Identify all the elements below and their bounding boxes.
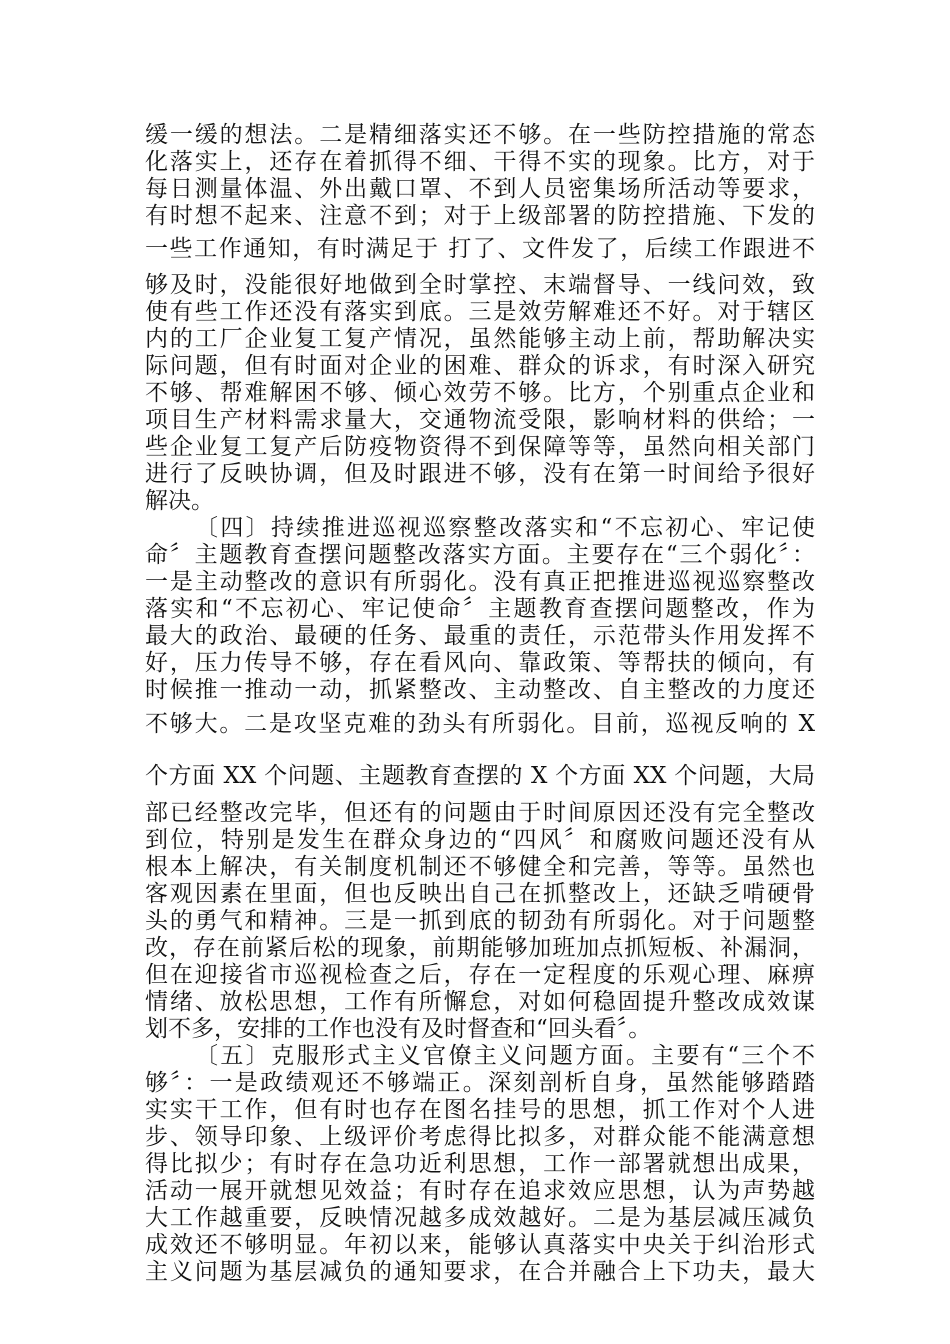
text-line: 些企业复工复产后防疫物资得不到保障等等，虽然向相关部门 [145, 434, 815, 460]
text-line: 但在迎接省市巡视检查之后，存在一定程度的乐观心理、麻痹 [145, 962, 815, 988]
text-line: 一些工作通知，有时满足于 打了、文件发了，后续工作跟进不 [145, 236, 815, 262]
text-line: 际问题，但有时面对企业的困难、群众的诉求，有时深入研究 [145, 353, 815, 379]
text-line: 有时想不起来、注意不到；对于上级部署的防控措施、下发的 [145, 203, 815, 229]
text-line: 项目生产材料需求量大，交通物流受限，影响材料的供给；一 [145, 407, 815, 433]
paragraph-heading-4: 〔四〕持续推进巡视巡察整改落实和“不忘初心、牢记使 [195, 515, 815, 541]
text-line: 情绪、放松思想，工作有所懈怠，对如何稳固提升整改成效谋 [145, 989, 815, 1015]
text-line: 落实和“不忘初心、牢记使命〞主题教育查摆问题整改，作为 [145, 596, 815, 622]
text-line: 部已经整改完毕，但还有的问题由于时间原因还没有完全整改 [145, 800, 815, 826]
text-line: 根本上解决，有关制度机制还不够健全和完善，等等。虽然也 [145, 854, 815, 880]
text-line: 头的勇气和精神。三是一抓到底的韧劲有所弱化。对于问题整 [145, 908, 815, 934]
text-line: 个方面 XX 个问题、主题教育查摆的 X 个方面 XX 个问题，大局 [145, 763, 815, 789]
text-line: 命〞主题教育查摆问题整改落实方面。主要存在“三个弱化〞： [145, 542, 815, 568]
text-line: 不够大。二是攻坚克难的劲头有所弱化。目前，巡视反响的 X [145, 711, 815, 737]
text-line: 解决。 [145, 488, 214, 514]
text-line: 时候推一推动一动，抓紧整改、主动整改、自主整改的力度还 [145, 677, 815, 703]
text-line: 缓一缓的想法。二是精细落实还不够。在一些防控措施的常态 [145, 122, 815, 148]
text-line: 内的工厂企业复工复产情况，虽然能够主动上前，帮助解决实 [145, 326, 815, 352]
text-line: 一是主动整改的意识有所弱化。没有真正把推进巡视巡察整改 [145, 569, 815, 595]
text-line: 改，存在前紧后松的现象，前期能够加班加点抓短板、补漏洞， [145, 935, 815, 961]
paragraph-heading-5: 〔五〕克服形式主义官僚主义问题方面。主要有“三个不 [195, 1043, 815, 1069]
text-line: 实实干工作，但有时也存在图名挂号的思想，抓工作对个人进 [145, 1097, 815, 1123]
text-line: 大工作越重要，反映情况越多成效越好。二是为基层减压减负 [145, 1205, 815, 1231]
text-line: 最大的政治、最硬的任务、最重的责任，示范带头作用发挥不 [145, 623, 815, 649]
text-line: 到位，特别是发生在群众身边的“四风〞和腐败问题还没有从 [145, 827, 815, 853]
text-line: 够及时，没能很好地做到全时掌控、末端督导、一线问效，致 [145, 272, 815, 298]
text-line: 成效还不够明显。年初以来，能够认真落实中央关于纠治形式 [145, 1232, 815, 1258]
text-line: 每日测量体温、外出戴口罩、不到人员密集场所活动等要求， [145, 176, 815, 202]
text-line: 好，压力传导不够，存在看风向、靠政策、等帮扶的倾向，有 [145, 650, 815, 676]
text-line: 使有些工作还没有落实到底。三是效劳解难还不好。对于辖区 [145, 299, 815, 325]
text-line: 主义问题为基层减负的通知要求，在合并融合上下功夫，最大 [145, 1259, 815, 1285]
text-line: 划不多，安排的工作也没有及时督查和“回头看〞。 [145, 1016, 652, 1042]
text-line: 够〞：一是政绩观还不够端正。深刻剖析自身，虽然能够踏踏 [145, 1070, 815, 1096]
text-line: 步、领导印象、上级评价考虑得比拟多，对群众能不能满意想 [145, 1124, 815, 1150]
text-line: 得比拟少；有时存在急功近利思想，工作一部署就想出成果， [145, 1151, 815, 1177]
text-line: 进行了反映协调，但及时跟进不够，没有在第一时间给予很好 [145, 461, 815, 487]
text-line: 不够、帮难解困不够、倾心效劳不够。比方，个别重点企业和 [145, 380, 815, 406]
text-line: 客观因素在里面，但也反映出自己在抓整改上，还缺乏啃硬骨 [145, 881, 815, 907]
text-line: 化落实上，还存在着抓得不细、干得不实的现象。比方，对于 [145, 149, 815, 175]
text-line: 活动一展开就想见效益；有时存在追求效应思想，认为声势越 [145, 1178, 815, 1204]
